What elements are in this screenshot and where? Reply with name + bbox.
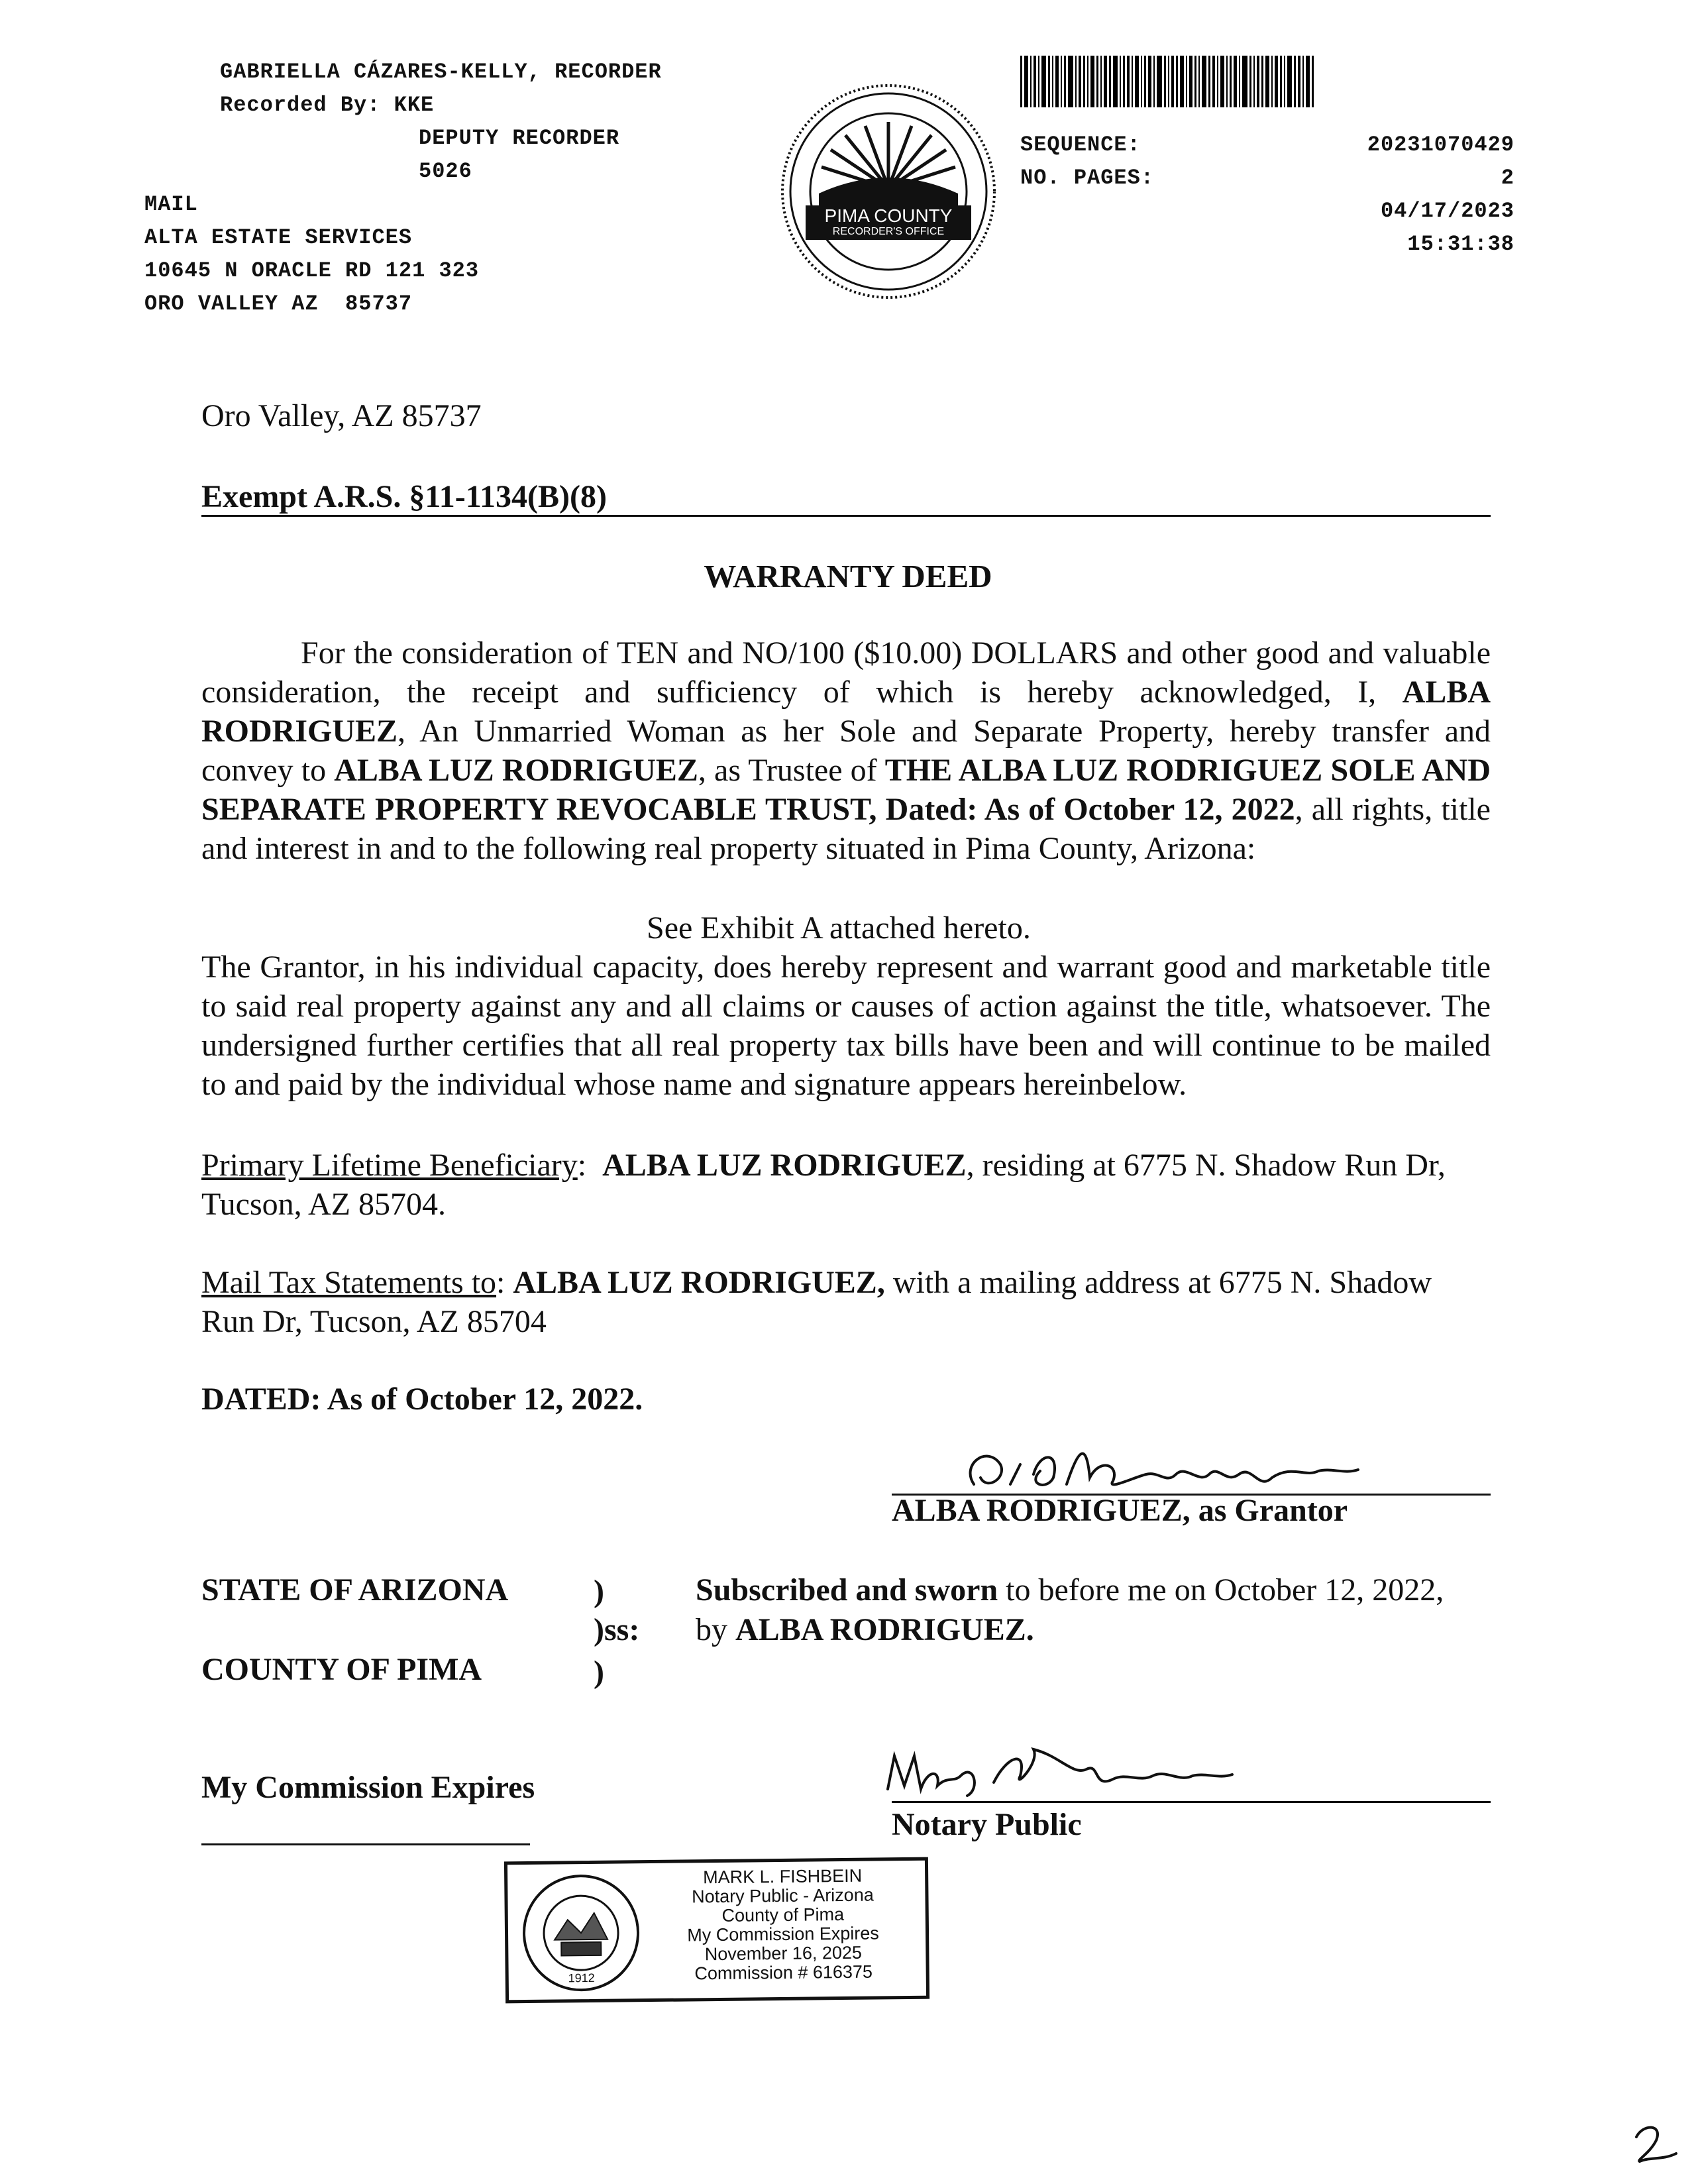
beneficiary-address: , residing at 6775 N. Shadow Run Dr, Tucson, AZ 85704. [201,1148,1446,1222]
notary-signature [874,1736,1298,1802]
address-line: Oro Valley, AZ 85737 [201,398,482,433]
stamp-line-6: Commission # 616375 [694,1961,873,1984]
record-date: 04/17/2023 [1380,199,1514,223]
state-label: STATE OF ARIZONA [201,1572,509,1608]
sequence-row [1020,129,1514,162]
sequence-label: SEQUENCE: [1020,133,1141,157]
county-label: COUNTY OF PIMA [201,1652,482,1687]
seal-name: PIMA COUNTY [824,205,953,226]
recording-info [1020,129,1514,261]
notary-signature-line [892,1801,1491,1803]
stamp-line-4: My Commission Expires [687,1923,879,1945]
page-mark-ink [1630,2120,1683,2167]
stamp-text [647,1866,920,1984]
commission-line [201,1843,530,1845]
stamp-notary-name: MARK L. FISHBEIN [702,1865,863,1888]
jurat-line-1 [696,1570,1444,1610]
pages-value: 2 [1501,166,1514,190]
mail-tax-name: ALBA LUZ RODRIGUEZ, [513,1265,885,1300]
recorded-by-row [220,89,662,122]
stamp-line-3: County of Pima [721,1904,845,1926]
mail-tax-colon: : [496,1265,513,1300]
jurat-line-2 [696,1610,1034,1650]
mail-address-line2: ORO VALLEY AZ 85737 [144,292,413,316]
beneficiary-name: ALBA LUZ RODRIGUEZ [602,1148,967,1183]
recorder-name: GABRIELLA CÁZARES-KELLY, RECORDER [220,60,662,84]
mail-block [144,188,479,321]
grantor-caption: ALBA RODRIGUEZ, as Grantor [892,1493,1348,1528]
grantor-signature-ink [947,1438,1385,1498]
grantor-name: ALBA RODRIGUEZ [201,675,1491,749]
mail-address-line1: 10645 N ORACLE RD 121 323 [144,258,480,283]
mail-name: ALTA ESTATE SERVICES [144,225,413,250]
jurat-by: by [696,1612,735,1647]
exempt-rule [201,515,1491,517]
pages-label: NO. PAGES: [1020,166,1155,190]
recorder-block [220,56,662,188]
jurat-text: to before me on October 12, 2022, [998,1572,1444,1608]
notary-stamp [504,1857,929,2004]
trustee-name: ALBA LUZ RODRIGUEZ [334,753,698,788]
consideration-text-3: , as Trustee of [698,753,885,788]
seal-graphic [779,82,998,301]
deputy-title: DEPUTY RECORDER [419,126,620,150]
seal-subtitle: RECORDER'S OFFICE [832,226,945,237]
mail-tax-address: with a mailing address at 6775 N. Shadow Run Dr, Tucson, AZ 85704 [201,1265,1432,1339]
beneficiary-colon: : [577,1148,603,1183]
stamp-line-5: November 16, 2025 [704,1942,863,1965]
venue-paren-1: ) [594,1574,604,1609]
mail-label: MAIL [144,192,198,217]
exempt-line: Exempt A.R.S. §11-1134(B)(8) [201,479,607,514]
page-mark [1630,2120,1683,2167]
beneficiary-label: Primary Lifetime Beneficiary [201,1148,578,1183]
pages-row [1020,162,1514,195]
consideration-text-2: , An Unmarried Woman as her Sole and Separate Property, hereby transfer and convey to [201,714,1491,788]
grantor-signature [947,1438,1385,1498]
stamp-seal-year: 1912 [568,1971,595,1985]
recorded-by-label: Recorded By: [220,93,381,117]
barcode [1020,56,1471,107]
consideration-text-1: For the consideration of TEN and NO/100 ($10.00) DOLLARS and other good and valuable consideration, the receipt and sufficiency of which is hereby acknowledged, I, [201,635,1491,710]
stamp-line-2: Notary Public - Arizona [691,1884,874,1907]
county-seal [779,82,998,301]
notary-signature-ink [874,1736,1298,1802]
dated-line: DATED: As of October 12, 2022. [201,1382,643,1417]
venue-ss: )ss: [594,1612,640,1647]
trust-name: THE ALBA LUZ RODRIGUEZ SOLE AND SEPARATE PROPERTY REVOCABLE TRUST, Dated: As of October 12, 2022 [201,753,1491,827]
document-title: WARRANTY DEED [704,558,992,594]
mail-tax-paragraph [201,1263,1491,1341]
recorded-by-value: KKE [394,93,435,117]
exhibit-line: See Exhibit A attached hereto. [647,910,1031,946]
jurat-name: ALBA RODRIGUEZ. [735,1612,1034,1647]
warranty-paragraph: The Grantor, in his individual capacity, does hereby represent and warrant good and marketable title to said real property against any and all claims or causes of action against the title, whatsoever. The undersigned further certifies that all real property tax bills have been and will continue to be mailed to and paid by the individual whose name and signature appears hereinbelow. [201,950,1491,1102]
mail-tax-label: Mail Tax Statements to [201,1265,497,1300]
record-time: 15:31:38 [1407,232,1514,256]
deputy-code: 5026 [419,159,472,184]
consideration-paragraph [201,633,1491,868]
beneficiary-paragraph [201,1146,1491,1224]
jurat-bold: Subscribed and sworn [696,1572,998,1608]
commission-label: My Commission Expires [201,1770,535,1805]
sequence-value: 20231070429 [1367,133,1514,157]
venue-paren-3: ) [594,1655,604,1690]
consideration-text-4: , all rights, title and interest in and to the following real property situated in Pima County, Arizona: [201,792,1491,866]
notary-caption: Notary Public [892,1807,1082,1842]
